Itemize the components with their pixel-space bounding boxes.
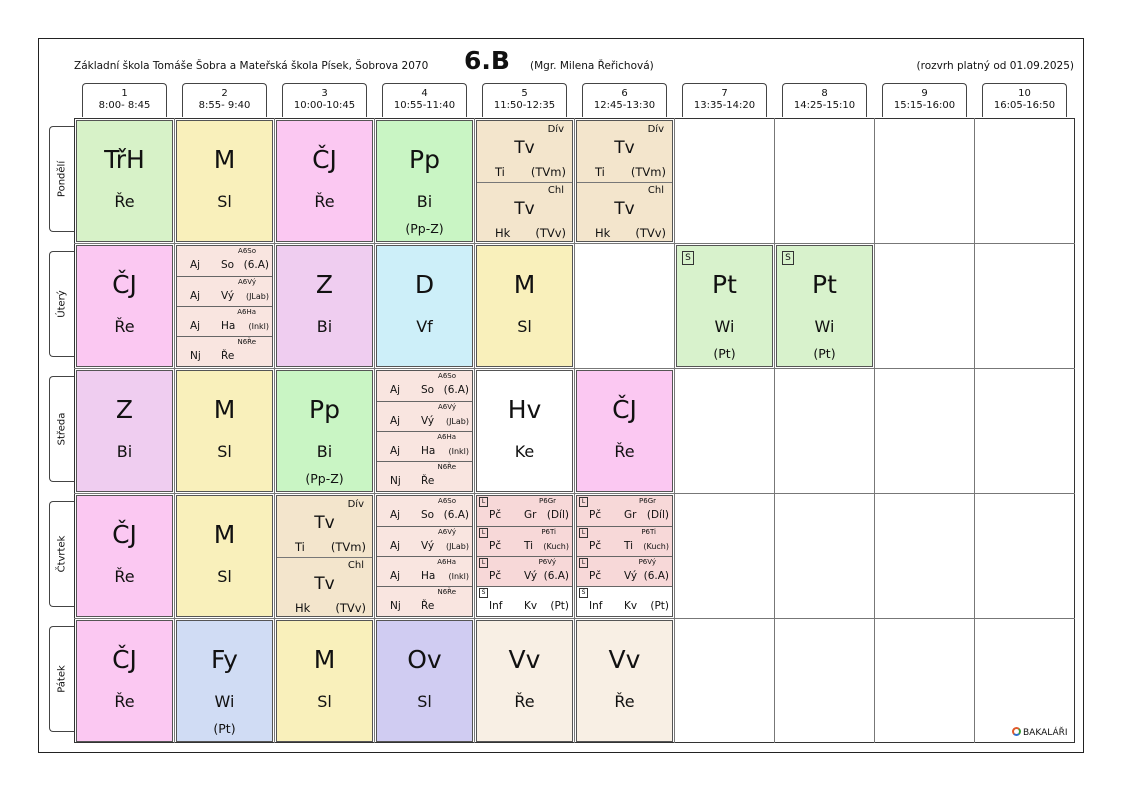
- period-time: 10:00-10:45: [293, 100, 356, 111]
- subgroup-row: [577, 556, 672, 586]
- subgroup-room: (6.A): [543, 570, 569, 582]
- subgroup-room: (JLab): [245, 292, 269, 301]
- subgroup-subject: Nj: [390, 600, 401, 612]
- group-block: [577, 121, 672, 183]
- subgroup-name: A6Ha: [437, 558, 456, 566]
- subgroup-row: [377, 461, 472, 492]
- subgroup-name: N6Ře: [437, 463, 456, 471]
- lesson-flag: S: [782, 251, 794, 265]
- subgroup-room: (Kuch): [543, 542, 569, 551]
- group-teacher: Ti: [595, 165, 605, 179]
- subgroup-name: P6Ti: [541, 528, 556, 536]
- lesson-subject: ČJ: [612, 395, 637, 424]
- grid-line: [74, 368, 1075, 369]
- period-time: 15:15-16:00: [893, 100, 956, 111]
- group-room: (TVv): [635, 226, 666, 240]
- subgroup-name: A6Ha: [437, 433, 456, 441]
- lesson-subject: Pt: [812, 270, 837, 299]
- period-header: [82, 83, 167, 117]
- subgroup-flag: S: [579, 588, 588, 598]
- day-label: [49, 626, 74, 732]
- subgroup-room: (JLab): [445, 417, 469, 426]
- lesson-subject: M: [213, 395, 236, 424]
- subgroup-teacher: Gr: [624, 509, 637, 521]
- day-label: [49, 501, 74, 607]
- lesson-subject: Hv: [507, 395, 542, 424]
- grid-line: [174, 118, 175, 743]
- lesson-teacher: Ře: [114, 692, 135, 711]
- lesson-teacher: Bi: [116, 442, 133, 461]
- lesson-teacher: Wi: [814, 317, 835, 336]
- subgroup-subject: Inf: [589, 600, 603, 612]
- lesson-cell[interactable]: [176, 370, 273, 492]
- group-room: (TVm): [530, 165, 566, 179]
- subgroup-room: (6.A): [443, 509, 469, 521]
- subgroup-subject: Nj: [190, 350, 201, 362]
- group-block: [477, 121, 572, 183]
- subgroup-subject: Pč: [589, 509, 602, 521]
- lesson-cell[interactable]: [76, 620, 173, 742]
- period-number: 1: [121, 88, 128, 99]
- lesson-cell[interactable]: [176, 495, 273, 617]
- grid-line: [674, 118, 675, 743]
- lesson-cell[interactable]: [576, 620, 673, 742]
- subgroup-room: (Kuch): [643, 542, 669, 551]
- subgroup-teacher: Vý: [221, 290, 235, 302]
- subgroup-subject: Pč: [489, 509, 502, 521]
- lesson-subject: ČJ: [112, 645, 137, 674]
- lesson-teacher: Bi: [316, 317, 333, 336]
- group-teacher: Hk: [595, 226, 611, 240]
- subgroup-row: [377, 586, 472, 617]
- subgroup-subject: Aj: [190, 290, 201, 302]
- subgroup-row: [377, 496, 472, 526]
- lesson-subject: Pp: [309, 395, 340, 424]
- lesson-cell[interactable]: [376, 245, 473, 367]
- group-subject: Tv: [514, 199, 535, 219]
- period-number: 10: [1018, 88, 1031, 99]
- subgroup-flag: L: [479, 528, 488, 538]
- period-time: 8:55- 9:40: [198, 100, 251, 111]
- subgroup-subject: Inf: [489, 600, 503, 612]
- bakalari-logo-text: BAKALÁŘI: [1023, 728, 1068, 738]
- lesson-teacher: Ře: [114, 192, 135, 211]
- group-subject: Tv: [614, 138, 635, 158]
- lesson-cell[interactable]: [776, 245, 873, 367]
- lesson-subject: Z: [115, 395, 134, 424]
- group-teacher: Hk: [295, 601, 311, 615]
- period-header: [482, 83, 567, 117]
- subgroup-room: (Inkl): [448, 572, 469, 581]
- day-name: Pondělí: [56, 160, 68, 198]
- lesson-subject: Pp: [409, 145, 440, 174]
- subgroup-subject: Aj: [390, 415, 401, 427]
- subgroup-flag: L: [579, 558, 588, 568]
- lesson-cell[interactable]: [276, 370, 373, 492]
- day-name: Čtvrtek: [56, 535, 68, 573]
- lesson-teacher: Bi: [416, 192, 433, 211]
- grid-line: [74, 618, 1075, 619]
- lesson-subject: M: [313, 645, 336, 674]
- grid-line: [974, 118, 975, 743]
- lesson-teacher: Sl: [417, 692, 432, 711]
- period-header: [382, 83, 467, 117]
- subgroup-room: (Pt): [550, 600, 569, 612]
- lesson-teacher: Sl: [217, 192, 232, 211]
- period-time: 12:45-13:30: [593, 100, 656, 111]
- subgroup-teacher: Ti: [624, 540, 634, 552]
- subgroup-teacher: Ti: [524, 540, 534, 552]
- subgroup-subject: Pč: [589, 570, 602, 582]
- period-header: [682, 83, 767, 117]
- lesson-cell[interactable]: [476, 370, 573, 492]
- subgroup-name: P6Vý: [638, 558, 656, 566]
- split-lesson-cell[interactable]: [576, 495, 673, 617]
- lesson-teacher: Sl: [517, 317, 532, 336]
- subgroup-row: [577, 526, 672, 556]
- subgroup-flag: L: [479, 558, 488, 568]
- group-block: [277, 557, 372, 617]
- lesson-teacher: Ře: [114, 317, 135, 336]
- subgroup-row: [477, 526, 572, 556]
- group-subject: Tv: [314, 574, 335, 594]
- period-number: 7: [721, 88, 728, 99]
- subgroup-flag: L: [479, 497, 488, 507]
- group-name: Chl: [547, 185, 564, 196]
- subgroup-subject: Pč: [589, 540, 602, 552]
- subgroup-teacher: Kv: [524, 600, 538, 612]
- subgroup-room: (Pt): [650, 600, 669, 612]
- lesson-cell[interactable]: [176, 620, 273, 742]
- valid-from: (rozvrh platný od 01.09.2025): [916, 60, 1074, 72]
- split-lesson-cell[interactable]: [576, 120, 673, 242]
- lesson-cell[interactable]: [376, 120, 473, 242]
- subgroup-row: [177, 246, 272, 276]
- subgroup-teacher: Ře: [421, 475, 435, 487]
- subgroup-subject: Pč: [489, 540, 502, 552]
- lesson-teacher: Ře: [114, 567, 135, 586]
- lesson-teacher: Ře: [314, 192, 335, 211]
- lesson-subject: TřH: [104, 145, 145, 174]
- lesson-cell[interactable]: [276, 245, 373, 367]
- subgroup-subject: Aj: [390, 445, 401, 457]
- subgroup-teacher: Gr: [524, 509, 537, 521]
- subgroup-teacher: Vý: [421, 540, 435, 552]
- period-number: 2: [221, 88, 228, 99]
- day-label: [49, 376, 74, 482]
- period-number: 4: [421, 88, 428, 99]
- day-name: Pátek: [56, 665, 68, 693]
- lesson-subject: M: [513, 270, 536, 299]
- subgroup-subject: Aj: [190, 259, 201, 271]
- lesson-subject: ČJ: [112, 520, 137, 549]
- lesson-subject: Vv: [608, 645, 641, 674]
- subgroup-teacher: Ře: [421, 600, 435, 612]
- split-lesson-cell[interactable]: [376, 495, 473, 617]
- period-number: 3: [321, 88, 328, 99]
- lesson-cell[interactable]: [576, 370, 673, 492]
- lesson-teacher: Wi: [714, 317, 735, 336]
- subgroup-row: [377, 431, 472, 461]
- subgroup-name: P6Ti: [641, 528, 656, 536]
- subgroup-row: [477, 586, 572, 617]
- day-name: Středa: [56, 412, 68, 446]
- lesson-room: (Pp-Z): [405, 221, 444, 236]
- day-label: [49, 251, 74, 357]
- group-name: Chl: [647, 185, 664, 196]
- group-subject: Tv: [314, 513, 335, 533]
- subgroup-teacher: Vý: [624, 570, 638, 582]
- lesson-teacher: Ře: [614, 442, 635, 461]
- group-name: Chl: [347, 560, 364, 571]
- group-room: (TVm): [330, 540, 366, 554]
- period-header: [182, 83, 267, 117]
- lesson-room: (Pp-Z): [305, 471, 344, 486]
- subgroup-row: [377, 371, 472, 401]
- lesson-subject: ČJ: [112, 270, 137, 299]
- lesson-cell[interactable]: [376, 620, 473, 742]
- class-name: 6.B: [464, 46, 510, 75]
- day-label: [49, 126, 74, 232]
- subgroup-teacher: Vý: [421, 415, 435, 427]
- subgroup-name: A6Ha: [237, 308, 256, 316]
- subgroup-subject: Aj: [390, 570, 401, 582]
- subgroup-row: [177, 336, 272, 367]
- subgroup-teacher: Ha: [421, 570, 436, 582]
- group-room: (TVm): [630, 165, 666, 179]
- lesson-subject: Z: [315, 270, 334, 299]
- day-name: Úterý: [56, 290, 68, 318]
- subgroup-subject: Aj: [190, 320, 201, 332]
- group-teacher: Ti: [495, 165, 505, 179]
- lesson-cell[interactable]: [76, 370, 173, 492]
- grid-line: [374, 118, 375, 743]
- bakalari-logo: [1012, 727, 1068, 738]
- school-name: Základní škola Tomáše Šobra a Mateřská škola Písek, Šobrova 2070: [74, 60, 429, 72]
- subgroup-teacher: Kv: [624, 600, 638, 612]
- subgroup-name: A6So: [238, 247, 256, 255]
- subgroup-row: [377, 526, 472, 556]
- lesson-subject: ČJ: [312, 145, 337, 174]
- group-teacher: Ti: [295, 540, 305, 554]
- split-lesson-cell[interactable]: [176, 245, 273, 367]
- lesson-cell[interactable]: [476, 245, 573, 367]
- group-block: [577, 182, 672, 242]
- subgroup-subject: Aj: [390, 540, 401, 552]
- group-name: Dív: [647, 124, 664, 135]
- group-block: [277, 496, 372, 558]
- subgroup-teacher: So: [421, 509, 435, 521]
- subgroup-room: (Inkl): [248, 322, 269, 331]
- subgroup-flag: L: [579, 528, 588, 538]
- period-time: 10:55-11:40: [393, 100, 456, 111]
- subgroup-name: P6Gr: [639, 497, 656, 505]
- period-number: 5: [521, 88, 528, 99]
- period-time: 14:25-15:10: [793, 100, 856, 111]
- period-number: 6: [621, 88, 628, 99]
- lesson-room: (Pt): [713, 346, 736, 361]
- subgroup-subject: Aj: [390, 384, 401, 396]
- subgroup-flag: S: [479, 588, 488, 598]
- subgroup-row: [477, 556, 572, 586]
- split-lesson-cell[interactable]: [476, 495, 573, 617]
- lesson-teacher: Ře: [614, 692, 635, 711]
- group-subject: Tv: [514, 138, 535, 158]
- lesson-subject: Pt: [712, 270, 737, 299]
- group-name: Dív: [547, 124, 564, 135]
- subgroup-name: N6Ře: [437, 588, 456, 596]
- split-lesson-cell[interactable]: [476, 120, 573, 242]
- period-time: 11:50-12:35: [493, 100, 556, 111]
- period-number: 9: [921, 88, 928, 99]
- group-room: (TVv): [335, 601, 366, 615]
- subgroup-name: A6So: [438, 372, 456, 380]
- lesson-teacher: Wi: [214, 692, 235, 711]
- subgroup-row: [377, 401, 472, 431]
- subgroup-name: N6Ře: [237, 338, 256, 346]
- lesson-subject: Vv: [508, 645, 541, 674]
- lesson-room: (Pt): [813, 346, 836, 361]
- subgroup-name: A6Vý: [438, 528, 456, 536]
- period-header: [582, 83, 667, 117]
- class-teacher: (Mgr. Milena Řeřichová): [530, 60, 654, 72]
- grid-line: [874, 118, 875, 743]
- lesson-teacher: Sl: [217, 442, 232, 461]
- lesson-subject: D: [414, 270, 435, 299]
- subgroup-row: [577, 586, 672, 617]
- subgroup-row: [577, 496, 672, 526]
- lesson-subject: Ov: [407, 645, 442, 674]
- split-lesson-cell[interactable]: [276, 495, 373, 617]
- period-number: 8: [821, 88, 828, 99]
- subgroup-room: (Inkl): [448, 447, 469, 456]
- subgroup-room: (6.A): [643, 570, 669, 582]
- group-room: (TVv): [535, 226, 566, 240]
- subgroup-row: [177, 306, 272, 336]
- subgroup-name: A6Vý: [438, 403, 456, 411]
- subgroup-subject: Aj: [390, 509, 401, 521]
- subgroup-teacher: Ha: [421, 445, 436, 457]
- subgroup-room: (6.A): [443, 384, 469, 396]
- lesson-room: (Pt): [213, 721, 236, 736]
- period-time: 16:05-16:50: [993, 100, 1056, 111]
- bakalari-logo-icon: [1012, 727, 1021, 736]
- period-header: [282, 83, 367, 117]
- lesson-cell[interactable]: [276, 120, 373, 242]
- subgroup-room: (JLab): [445, 542, 469, 551]
- group-subject: Tv: [614, 199, 635, 219]
- grid-line: [274, 118, 275, 743]
- split-lesson-cell[interactable]: [376, 370, 473, 492]
- subgroup-teacher: Ha: [221, 320, 236, 332]
- lesson-teacher: Ke: [514, 442, 535, 461]
- grid-line: [74, 493, 1075, 494]
- lesson-teacher: Ře: [514, 692, 535, 711]
- subgroup-teacher: Vý: [524, 570, 538, 582]
- subgroup-teacher: So: [421, 384, 435, 396]
- period-time: 8:00- 8:45: [98, 100, 151, 111]
- group-block: [477, 182, 572, 242]
- lesson-teacher: Sl: [217, 567, 232, 586]
- period-header: [982, 83, 1067, 117]
- lesson-cell[interactable]: [476, 620, 573, 742]
- subgroup-row: [177, 276, 272, 306]
- lesson-cell[interactable]: [676, 245, 773, 367]
- grid-line: [474, 118, 475, 743]
- subgroup-room: (Díl): [546, 509, 569, 521]
- lesson-subject: M: [213, 520, 236, 549]
- lesson-cell[interactable]: [76, 495, 173, 617]
- lesson-cell[interactable]: [276, 620, 373, 742]
- lesson-teacher: Vf: [416, 317, 433, 336]
- group-name: Dív: [347, 499, 364, 510]
- lesson-teacher: Sl: [317, 692, 332, 711]
- lesson-flag: S: [682, 251, 694, 265]
- period-time: 13:35-14:20: [693, 100, 756, 111]
- subgroup-teacher: Ře: [221, 350, 235, 362]
- group-teacher: Hk: [495, 226, 511, 240]
- subgroup-row: [377, 556, 472, 586]
- lesson-cell[interactable]: [76, 120, 173, 242]
- subgroup-room: (Díl): [646, 509, 669, 521]
- grid-line: [74, 243, 1075, 244]
- lesson-cell[interactable]: [76, 245, 173, 367]
- grid-line: [774, 118, 775, 743]
- period-header: [882, 83, 967, 117]
- lesson-subject: Fy: [211, 645, 238, 674]
- subgroup-subject: Pč: [489, 570, 502, 582]
- period-header: [782, 83, 867, 117]
- lesson-subject: M: [213, 145, 236, 174]
- lesson-teacher: Bi: [316, 442, 333, 461]
- subgroup-row: [477, 496, 572, 526]
- subgroup-room: (6.A): [243, 259, 269, 271]
- subgroup-name: A6So: [438, 497, 456, 505]
- subgroup-name: A6Vý: [238, 278, 256, 286]
- subgroup-name: P6Vý: [538, 558, 556, 566]
- subgroup-teacher: So: [221, 259, 235, 271]
- subgroup-name: P6Gr: [539, 497, 556, 505]
- subgroup-flag: L: [579, 497, 588, 507]
- grid-line: [574, 118, 575, 743]
- lesson-cell[interactable]: [176, 120, 273, 242]
- subgroup-subject: Nj: [390, 475, 401, 487]
